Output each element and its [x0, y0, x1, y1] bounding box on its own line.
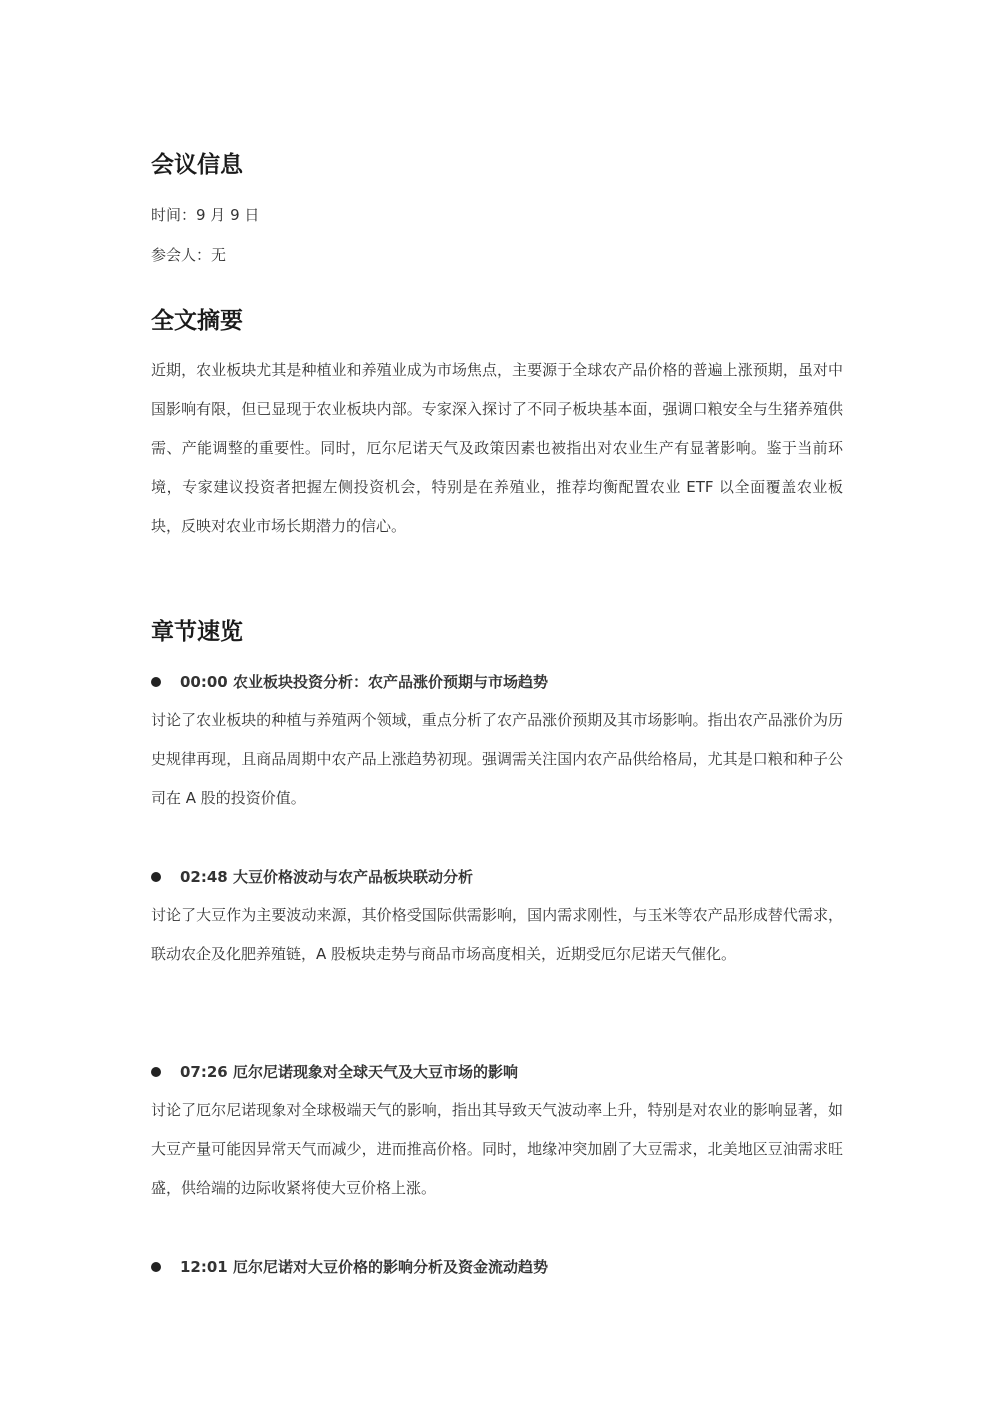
- chapter-item-3-text: 讨论了厄尔尼诺现象对全球极端天气的影响，指出其导致天气波动率上升，特别是对农业的影响显著，如大豆产量可能因异常天气而减少，进而推高价格。同时，地缘冲突加剧了大豆需求，北美地区豆油需求旺盛，供给端的边际收紧将使大豆价格上涨。: [151, 1101, 843, 1197]
- bullet-icon: [151, 1067, 161, 1077]
- bullet-icon: [151, 872, 161, 882]
- chapter-item-2-title: [151, 865, 843, 889]
- chapter-title-text: 12:01 厄尔尼诺对大豆价格的影响分析及资金流动趋势: [180, 1258, 548, 1276]
- meeting-attendees: 参会人：无: [151, 246, 227, 264]
- meeting-time: 时间：9 月 9 日: [151, 206, 260, 224]
- chapter-title-text: 02:48 大豆价格波动与农产品板块联动分析: [180, 868, 473, 886]
- chapter-title-text: 07:26 厄尔尼诺现象对全球天气及大豆市场的影响: [180, 1063, 518, 1081]
- chapter-item-4-title: [151, 1255, 843, 1279]
- summary-heading: 全文摘要: [151, 308, 243, 334]
- chapter-item-2-text: 讨论了大豆作为主要波动来源，其价格受国际供需影响，国内需求刚性，与玉米等农产品形成替代需求，联动农企及化肥养殖链，A 股板块走势与商品市场高度相关，近期受厄尔尼诺天气催化。: [151, 906, 843, 963]
- meeting-info-heading: 会议信息: [151, 152, 243, 178]
- summary-text: 近期，农业板块尤其是种植业和养殖业成为市场焦点，主要源于全球农产品价格的普遍上涨预期，虽对中国影响有限，但已显现于农业板块内部。专家深入探讨了不同子板块基本面，强调口粮安全与生猪养殖供需、产能调整的重要性。同时，厄尔尼诺天气及政策因素也被指出对农业生产有显著影响。鉴于当前环境，专家建议投资者把握左侧投资机会，特别是在养殖业，推荐均衡配置农业 ETF 以全面覆盖农业板块，反映对农业市场长期潜力的信心。: [151, 361, 843, 535]
- chapter-item-1-text: 讨论了农业板块的种植与养殖两个领域，重点分析了农产品涨价预期及其市场影响。指出农产品涨价为历史规律再现，且商品周期中农产品上涨趋势初现。强调需关注国内农产品供给格局，尤其是口粮和种子公司在 A 股的投资价值。: [151, 711, 843, 807]
- chapters-heading: 章节速览: [151, 619, 243, 645]
- bullet-icon: [151, 1262, 161, 1272]
- chapter-item-3-title: [151, 1060, 843, 1084]
- bullet-icon: [151, 677, 161, 687]
- chapter-item-1-title: [151, 670, 843, 694]
- chapter-title-text: 00:00 农业板块投资分析：农产品涨价预期与市场趋势: [180, 673, 548, 691]
